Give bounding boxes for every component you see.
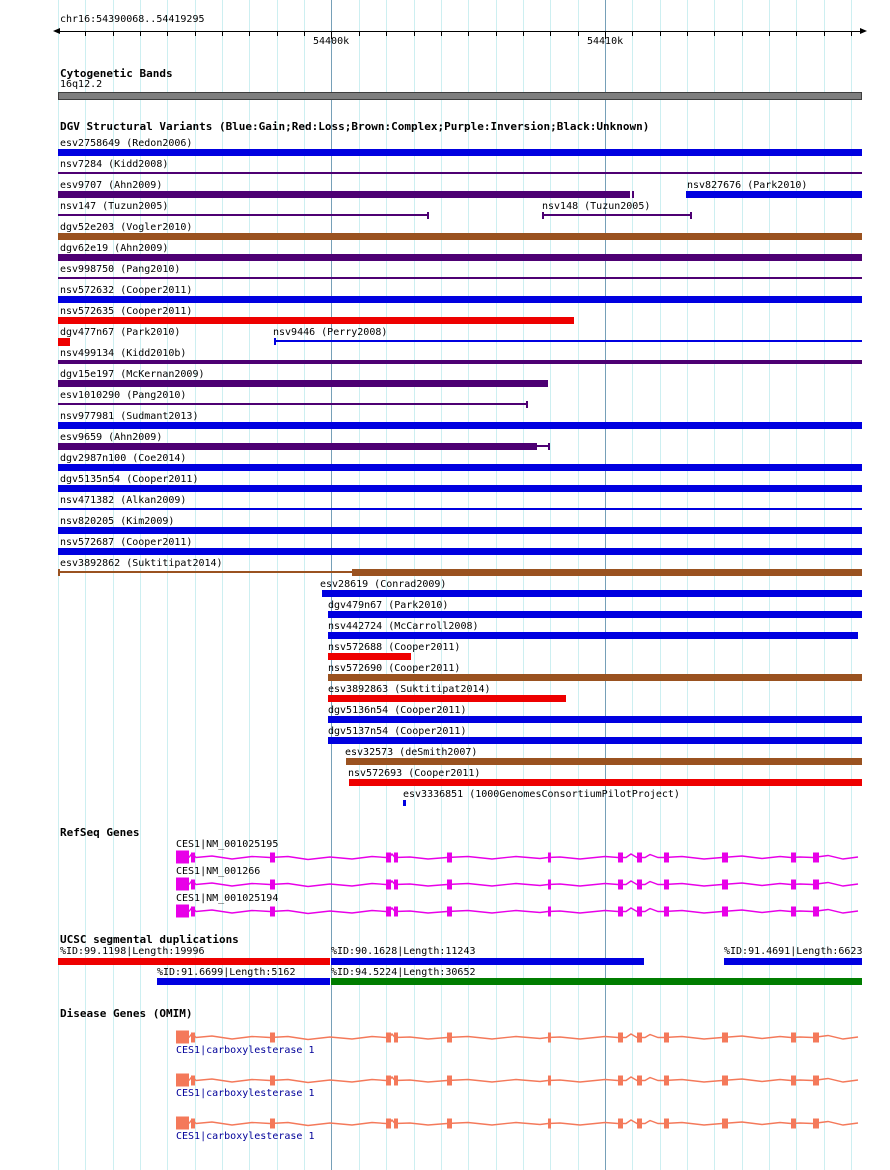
variant-bar[interactable]	[58, 191, 630, 198]
ruler-tick	[85, 31, 86, 36]
gridline	[824, 0, 825, 1170]
ruler-line	[58, 31, 860, 32]
gridline	[687, 0, 688, 1170]
segdup-label: %ID:91.4691|Length:6623	[724, 946, 863, 957]
ruler-tick	[140, 31, 141, 36]
variant-label: nsv977981 (Sudmant2013)	[60, 411, 199, 422]
variant-line[interactable]	[58, 571, 352, 573]
variant-bar[interactable]	[328, 695, 566, 702]
ruler-tick	[687, 31, 688, 36]
exon-box	[637, 880, 642, 890]
gridline	[742, 0, 743, 1170]
exon-box	[191, 907, 195, 917]
exon-box	[386, 1033, 391, 1043]
exon-box	[791, 880, 796, 890]
variant-label: nsv572687 (Cooper2011)	[60, 537, 193, 548]
variant-bar[interactable]	[58, 360, 862, 364]
variant-label: nsv572693 (Cooper2011)	[348, 768, 481, 779]
gridline	[167, 0, 168, 1170]
exon-box	[447, 880, 452, 890]
region-title: chr16:54390068..54419295	[60, 14, 205, 25]
variant-line[interactable]	[58, 277, 862, 279]
gridline	[769, 0, 770, 1170]
exon-box	[637, 1119, 642, 1129]
ruler-tick	[195, 31, 196, 36]
variant-bar[interactable]	[403, 800, 406, 806]
gene-model[interactable]	[0, 1030, 890, 1046]
refseq-gene-label: CES1|NM_001025195	[176, 839, 279, 850]
exon-box	[791, 853, 796, 863]
variant-bar[interactable]	[58, 296, 862, 303]
exon-box	[548, 1119, 551, 1129]
exon-box	[664, 1033, 669, 1043]
exon-box	[447, 853, 452, 863]
variant-bar[interactable]	[346, 758, 862, 765]
ruler-tick	[578, 31, 579, 36]
variant-label: esv998750 (Pang2010)	[60, 264, 181, 275]
ruler-arrow-right	[860, 28, 867, 34]
gene-model[interactable]	[0, 1073, 890, 1089]
variant-label: nsv471382 (Alkan2009)	[60, 495, 187, 506]
variant-line[interactable]	[58, 508, 862, 510]
variant-end-tick[interactable]	[427, 212, 429, 219]
refseq-gene-label: CES1|NM_001266	[176, 866, 261, 877]
ruler-tick	[249, 31, 250, 36]
variant-bar[interactable]	[58, 149, 862, 156]
refseq-gene-label: CES1|NM_001025194	[176, 893, 279, 904]
exon-box	[394, 853, 398, 863]
exon-box	[386, 853, 391, 863]
exon-box	[637, 1076, 642, 1086]
variant-label: nsv442724 (McCarroll2008)	[328, 621, 479, 632]
exon-box	[722, 1119, 728, 1129]
variant-label: esv32573 (deSmith2007)	[345, 747, 478, 758]
variant-label: nsv572690 (Cooper2011)	[328, 663, 461, 674]
ruler-tick	[277, 31, 278, 36]
exon-box	[791, 1033, 796, 1043]
exon-box	[618, 880, 623, 890]
intron-line	[189, 854, 858, 860]
variant-end-tick[interactable]	[548, 443, 550, 450]
first-exon-box	[176, 878, 189, 891]
ruler-tick	[359, 31, 360, 36]
cytoband-bar[interactable]	[58, 92, 862, 100]
variant-label: dgv52e203 (Vogler2010)	[60, 222, 193, 233]
gridline	[851, 0, 852, 1170]
variant-label: dgv5135n54 (Cooper2011)	[60, 474, 199, 485]
variant-line[interactable]	[58, 403, 526, 405]
gridline	[195, 0, 196, 1170]
intron-line	[189, 1077, 858, 1083]
variant-label: esv9659 (Ahn2009)	[60, 432, 163, 443]
variant-bar[interactable]	[58, 254, 862, 261]
ruler-tick	[714, 31, 715, 36]
segdup-bar[interactable]	[157, 978, 330, 985]
gridline	[796, 0, 797, 1170]
intron-line	[189, 908, 858, 914]
variant-bar[interactable]	[349, 779, 862, 786]
variant-bar[interactable]	[328, 611, 862, 618]
exon-box	[386, 907, 391, 917]
ruler-tick	[468, 31, 469, 36]
exon-box	[191, 1119, 195, 1129]
exon-box	[791, 907, 796, 917]
exon-box	[618, 1033, 623, 1043]
ruler-tick	[632, 31, 633, 36]
ruler-tick	[414, 31, 415, 36]
gridline-major	[605, 0, 606, 1170]
exon-box	[791, 1119, 796, 1129]
exon-box	[637, 853, 642, 863]
first-exon-box	[176, 1074, 189, 1087]
exon-box	[722, 880, 728, 890]
gridline	[550, 0, 551, 1170]
exon-box	[618, 853, 623, 863]
ruler-tick	[851, 31, 852, 36]
ruler-tick	[113, 31, 114, 36]
exon-box	[394, 880, 398, 890]
variant-line[interactable]	[58, 214, 428, 216]
gene-model[interactable]	[0, 1116, 890, 1132]
variant-label: esv28619 (Conrad2009)	[320, 579, 447, 590]
exon-box	[637, 907, 642, 917]
intron-line	[189, 881, 858, 887]
dgv-header: DGV Structural Variants (Blue:Gain;Red:Loss;Brown:Complex;Purple:Inversion;Black:Unknown)	[60, 120, 650, 133]
ruler-tick	[496, 31, 497, 36]
exon-box	[618, 907, 623, 917]
gridline	[277, 0, 278, 1170]
exon-box	[813, 880, 819, 890]
exon-box	[191, 1076, 195, 1086]
omim-gene-label: CES1|carboxylesterase 1	[176, 1045, 315, 1056]
exon-box	[813, 1076, 819, 1086]
gridline	[468, 0, 469, 1170]
variant-label: esv3336851 (1000GenomesConsortiumPilotProject)	[403, 789, 680, 800]
exon-box	[270, 1033, 275, 1043]
ruler-tick	[167, 31, 168, 36]
variant-bar[interactable]	[58, 527, 862, 534]
exon-box	[191, 853, 195, 863]
variant-label: nsv9446 (Perry2008)	[273, 327, 388, 338]
variant-label: dgv5137n54 (Cooper2011)	[328, 726, 467, 737]
segdup-label: %ID:90.1628|Length:11243	[331, 946, 476, 957]
omim-gene-label: CES1|carboxylesterase 1	[176, 1131, 315, 1142]
gridline	[496, 0, 497, 1170]
exon-box	[386, 1076, 391, 1086]
segdup-bar[interactable]	[331, 978, 862, 985]
exon-box	[191, 880, 195, 890]
variant-label: dgv477n67 (Park2010)	[60, 327, 181, 338]
segdup-bar[interactable]	[331, 958, 644, 965]
variant-label: nsv499134 (Kidd2010b)	[60, 348, 187, 359]
gridline	[660, 0, 661, 1170]
gridline	[140, 0, 141, 1170]
exon-box	[813, 853, 819, 863]
exon-box	[447, 1076, 452, 1086]
variant-label: esv3892862 (Suktitipat2014)	[60, 558, 223, 569]
exon-box	[394, 1033, 398, 1043]
gridline	[304, 0, 305, 1170]
gridline	[578, 0, 579, 1170]
gridline	[523, 0, 524, 1170]
exon-box	[637, 1033, 642, 1043]
variant-label: nsv572632 (Cooper2011)	[60, 285, 193, 296]
ruler-tick	[441, 31, 442, 36]
exon-box	[548, 853, 551, 863]
variant-label: nsv148 (Tuzun2005)	[542, 201, 651, 212]
exon-box	[664, 1076, 669, 1086]
exon-box	[191, 1033, 195, 1043]
variant-label: dgv5136n54 (Cooper2011)	[328, 705, 467, 716]
variant-bar[interactable]	[58, 380, 548, 387]
ruler-tick	[550, 31, 551, 36]
exon-box	[722, 1076, 728, 1086]
exon-box	[394, 907, 398, 917]
ruler-tick	[523, 31, 524, 36]
cytobands-header: Cytogenetic Bands	[60, 67, 173, 80]
exon-box	[722, 907, 728, 917]
segdup-label: %ID:94.5224|Length:30652	[331, 967, 476, 978]
exon-box	[386, 880, 391, 890]
variant-label: dgv15e197 (McKernan2009)	[60, 369, 205, 380]
segdup-label: %ID:99.1198|Length:19996	[60, 946, 205, 957]
variant-bar[interactable]	[328, 653, 411, 660]
exon-box	[270, 907, 275, 917]
first-exon-box	[176, 851, 189, 864]
variant-label: esv1010290 (Pang2010)	[60, 390, 187, 401]
exon-box	[270, 1119, 275, 1129]
first-exon-box	[176, 1031, 189, 1044]
exon-box	[813, 1033, 819, 1043]
variant-bar[interactable]	[328, 737, 862, 744]
variant-label: nsv827676 (Park2010)	[687, 180, 808, 191]
variant-end-tick[interactable]	[526, 401, 528, 408]
variant-bar[interactable]	[58, 233, 862, 240]
variant-end-tick[interactable]	[690, 212, 692, 219]
variant-bar[interactable]	[328, 632, 858, 639]
variant-label: esv9707 (Ahn2009)	[60, 180, 163, 191]
exon-box	[548, 1076, 551, 1086]
first-exon-box	[176, 905, 189, 918]
variant-line[interactable]	[274, 340, 862, 342]
gridline	[85, 0, 86, 1170]
gridline	[113, 0, 114, 1170]
variant-bar[interactable]	[58, 338, 70, 346]
intron-line	[189, 1034, 858, 1040]
exon-box	[618, 1119, 623, 1129]
ruler-tick-label: 54400k	[313, 36, 350, 47]
gridline	[632, 0, 633, 1170]
segdup-bar[interactable]	[724, 958, 862, 965]
variant-line[interactable]	[58, 172, 862, 174]
exon-box	[664, 1119, 669, 1129]
variant-bar[interactable]	[686, 191, 862, 198]
ruler-tick	[824, 31, 825, 36]
segdup-label: %ID:91.6699|Length:5162	[157, 967, 296, 978]
variant-bar[interactable]	[58, 443, 537, 450]
exon-box	[722, 853, 728, 863]
variant-label: nsv147 (Tuzun2005)	[60, 201, 169, 212]
refseq-header: RefSeq Genes	[60, 826, 140, 839]
variant-line[interactable]	[537, 445, 548, 447]
variant-label: esv2758649 (Redon2006)	[60, 138, 193, 149]
omim-gene-label: CES1|carboxylesterase 1	[176, 1088, 315, 1099]
ruler-tick	[769, 31, 770, 36]
exon-box	[664, 880, 669, 890]
omim-header: Disease Genes (OMIM)	[60, 1007, 193, 1020]
exon-box	[813, 907, 819, 917]
variant-bar[interactable]	[58, 422, 862, 429]
gene-model[interactable]	[0, 877, 890, 893]
intron-line	[189, 1120, 858, 1126]
variant-label: esv3892863 (Suktitipat2014)	[328, 684, 491, 695]
ruler-tick	[304, 31, 305, 36]
gridline	[58, 0, 59, 1170]
variant-label: nsv572635 (Cooper2011)	[60, 306, 193, 317]
exon-box	[548, 880, 551, 890]
exon-box	[394, 1119, 398, 1129]
ruler-tick	[660, 31, 661, 36]
variant-end-tick[interactable]	[632, 191, 634, 198]
exon-box	[447, 1033, 452, 1043]
exon-box	[791, 1076, 796, 1086]
ruler-tick-label: 54410k	[587, 36, 624, 47]
variant-bar[interactable]	[58, 464, 862, 471]
exon-box	[386, 1119, 391, 1129]
exon-box	[548, 1033, 551, 1043]
exon-box	[664, 853, 669, 863]
exon-box	[447, 1119, 452, 1129]
variant-label: nsv7284 (Kidd2008)	[60, 159, 169, 170]
gridline	[222, 0, 223, 1170]
gridline	[249, 0, 250, 1170]
exon-box	[394, 1076, 398, 1086]
variant-line[interactable]	[542, 214, 691, 216]
segdup-bar[interactable]	[58, 958, 330, 965]
ruler-tick	[222, 31, 223, 36]
first-exon-box	[176, 1117, 189, 1130]
exon-box	[548, 907, 551, 917]
ruler-tick	[386, 31, 387, 36]
ruler-tick	[796, 31, 797, 36]
variant-bar[interactable]	[328, 716, 862, 723]
variant-label: nsv820205 (Kim2009)	[60, 516, 175, 527]
variant-label: dgv2987n100 (Coe2014)	[60, 453, 187, 464]
exon-box	[447, 907, 452, 917]
gridline	[714, 0, 715, 1170]
exon-box	[270, 1076, 275, 1086]
variant-label: nsv572688 (Cooper2011)	[328, 642, 461, 653]
variant-end-tick[interactable]	[542, 212, 544, 219]
exon-box	[618, 1076, 623, 1086]
segdup-header: UCSC segmental duplications	[60, 933, 239, 946]
gene-model[interactable]	[0, 904, 890, 920]
variant-bar[interactable]	[58, 485, 862, 492]
gene-model[interactable]	[0, 850, 890, 866]
ruler-arrow-left	[53, 28, 60, 34]
cytoband-label: 16q12.2	[60, 79, 103, 90]
variant-label: dgv62e19 (Ahn2009)	[60, 243, 169, 254]
exon-box	[270, 853, 275, 863]
variant-bar[interactable]	[322, 590, 862, 597]
variant-bar[interactable]	[352, 569, 862, 576]
exon-box	[813, 1119, 819, 1129]
exon-box	[270, 880, 275, 890]
variant-label: dgv479n67 (Park2010)	[328, 600, 449, 611]
exon-box	[664, 907, 669, 917]
variant-bar[interactable]	[328, 674, 862, 681]
exon-box	[722, 1033, 728, 1043]
variant-bar[interactable]	[58, 548, 862, 555]
variant-bar[interactable]	[58, 317, 574, 324]
ruler-tick	[742, 31, 743, 36]
